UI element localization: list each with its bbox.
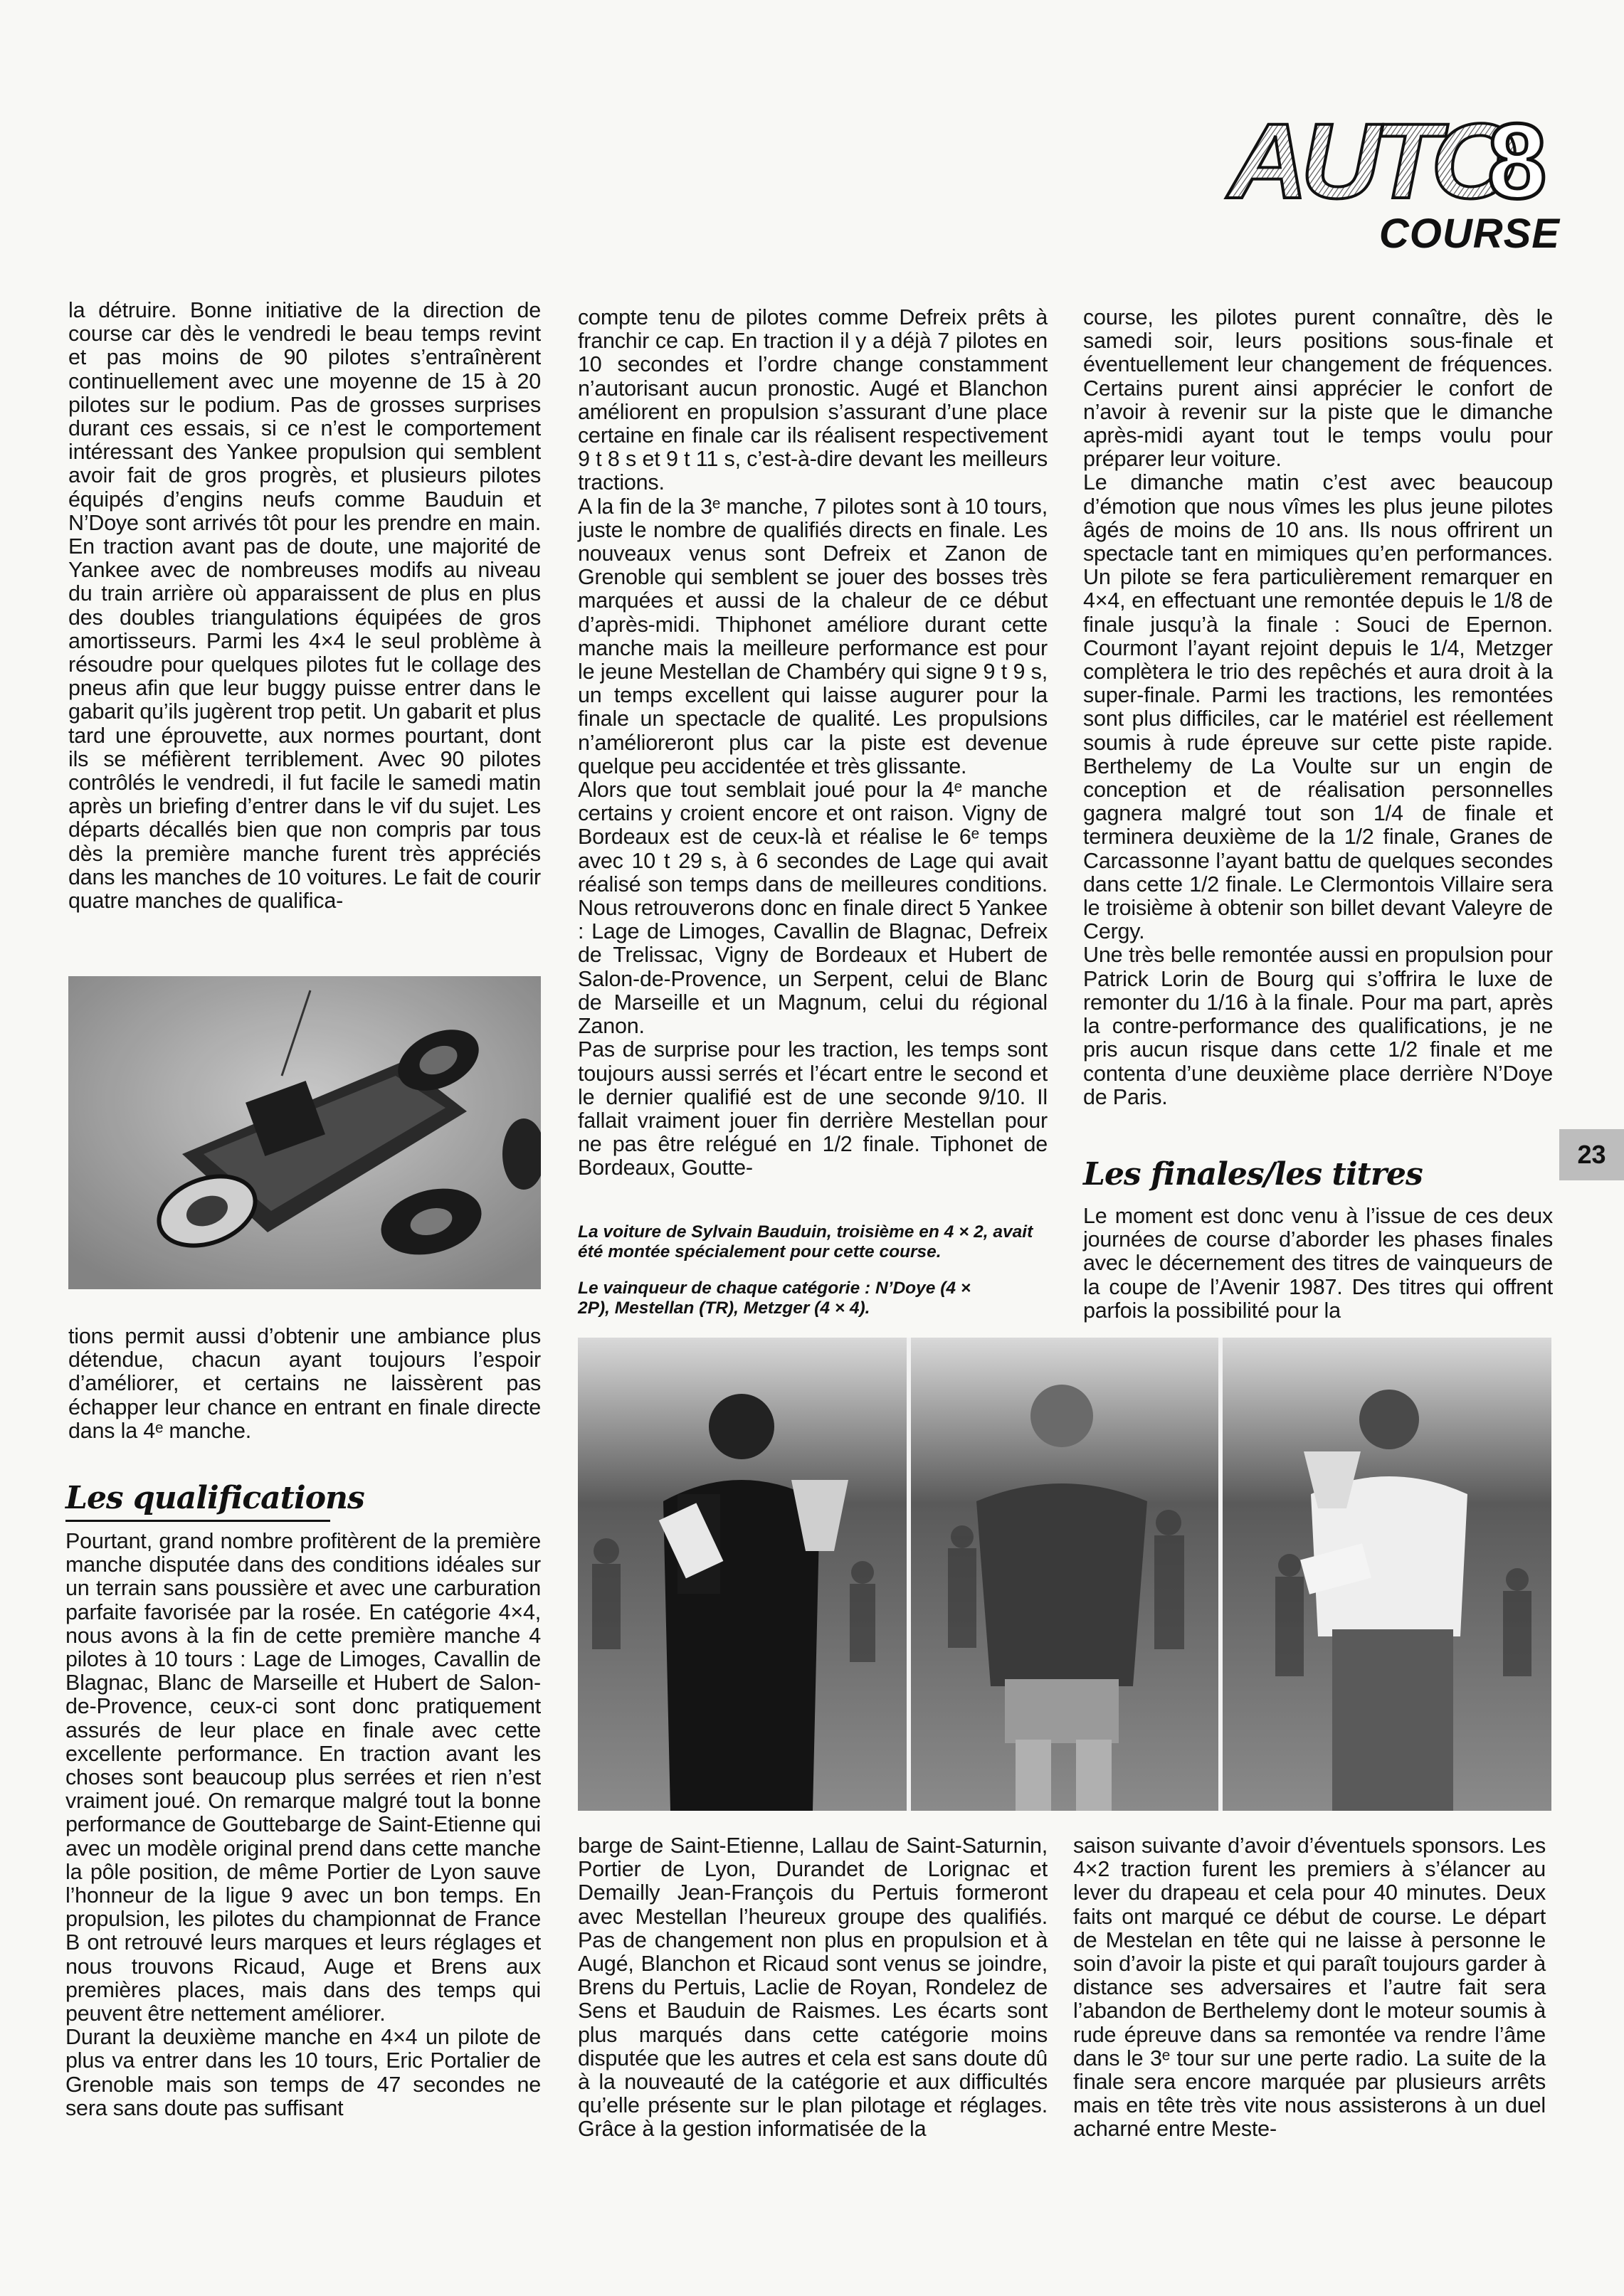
paragraph: saison suivante d’avoir d’éventuels sponsors. Les 4×2 traction furent les premiers à s’élancer au lever du drapeau et cela pour 40 minutes. Deux faits ont marqué ce début de course. Le départ de Mestelan en tête qui ne laisse à personne le soin d’avoir la piste et qui paraît toujours garder à distance ses adversaires et l’autre fait sera l’abandon de Berthelemy dont le moteur soumis à rude épreuve dans sa remontée va rendre l’âme dans le 3ᵉ tour sur une perte radio. La suite de la finale sera encore marquée par plusieurs arrêts mais en tête très vite nous assisterons à un duel acharné entre Meste- — [1073, 1834, 1546, 2142]
svg-text:8: 8 — [1487, 107, 1547, 213]
paragraph: course, les pilotes purent connaître, dès le samedi soir, leurs positions sous-finale et éventuellement leur changement de fréquences. Certains purent ainsi apprécier le confort de n’avoir à revenir sur la piste que le dimanche après-midi ayant tout le temps voulu pour préparer leur voiture. — [1083, 305, 1553, 472]
paragraph: A la fin de la 3ᵉ manche, 7 pilotes sont à 10 tours, juste le nombre de qualifiés directs en finale. Les nouveaux venus sont Defreix et Zanon de Grenoble qui semblent se jouer des bosses très marquées et aussi de la chaleur de ce début d’après-midi. Thiphonet améliore durant cette manche mais la meilleure performance est pour le jeune Mestellan de Chambéry qui signe 9 t 9 s, un temps excellent qui laisse augurer pour la finale un spectacle de qualité. Les propulsions n’amélioreront plus car la piste est devenue quelque peu accidentée et très glissante. — [578, 494, 1048, 778]
paragraph: barge de Saint-Etienne, Lallau de Saint-Saturnin, Portier de Lyon, Durandet de Lorignac et Demailly Jean-François du Pertuis formeront avec Mestellan l’heureux groupe des qualifiés. Pas de changement non plus en propulsion et à Augé, Blanchon et Ricaud sont venus se joindre, Brens du Pertuis, Laclie de Royan, Rondelez de Sens et Bauduin de Raismes. Les écarts sont plus marqués dans cette catégorie moins disputée que les autres et cela est sans doute dû à la nouveauté de la catégorie et aux difficultés qu’elle présente sur le plan pilotage et réglages. Grâce à la gestion informatisée de la — [578, 1834, 1048, 2142]
page-number: 23 — [1559, 1129, 1624, 1180]
masthead-section-title: COURSE — [1378, 211, 1560, 257]
column-2-bottom-text — [578, 1834, 1048, 2142]
caption-car-photo: La voiture de Sylvain Bauduin, troisième en 4 × 2, avait été montée spécialement pour cette course. — [578, 1222, 1033, 1261]
paragraph: Pas de surprise pour les traction, les temps sont toujours aussi serrés et l’écart entre le second et le dernier qualifié est de une seconde 9/10. Il fallait vraiment jouer fin derrière Mestellan pour ne pas être relégué en 1/2 finale. Tiphonet de Bordeaux, Goutte- — [578, 1037, 1048, 1180]
paragraph: Une très belle remontée aussi en propulsion pour Patrick Lorin de Bourg qui s’offrira le luxe de remonter du 1/16 à la finale. Pour ma part, après la contre-performance des qualifications, je ne pris aucun risque dans cette 1/2 finale et me contenta d’une deuxième place derrière N’Doye de Paris. — [1083, 943, 1553, 1109]
buggy-photo — [68, 976, 541, 1289]
auto8-logo-graphic — [1223, 107, 1564, 213]
column-3-bottom-text — [1073, 1834, 1546, 2142]
paragraph: la détruire. Bonne initiative de la direction de course car dès le vendredi le beau temps revint et pas moins de 90 pilotes s’entraînèrent continuellement avec une moyenne de 15 à 20 pilotes sur le podium. Pas de grosses surprises durant ces essais, si ce n’est le comportement intéressant des Yankee propulsion qui semblent avoir fait de gros progrès, et plusieurs pilotes équipés d’engins neufs comme Bauduin et N’Doye sont arrivés tôt pour les prendre en main. En traction avant pas de doute, une majorité de Yankee avec de nombreuses modifs au niveau du train arrière où apparaissent de plus en plus des doubles triangulations équipées de gros amortisseurs. Parmi les 4×4 le seul problème à résoudre pour quelques pilotes fut le collage des pneus afin que leur buggy puisse entrer dans le gabarit qu’ils jugèrent trop petit. Un gabarit et plus tard une éprouvette, aux normes pourtant, dont ils se méfièrent terriblement. Avec 90 pilotes contrôlés le vendredi, il fut facile le samedi matin après un briefing d’entrer dans le vif du sujet. Les départs décallés bien que non compris par tous dès la première manche furent très appréciés dans les manches de 10 voitures. Le fait de courir quatre manches de qualifica- — [68, 298, 541, 914]
svg-text:AUTO: AUTO — [1225, 107, 1516, 213]
paragraph: Alors que tout semblait joué pour la 4ᵉ manche certains y croient encore et ont raison. Vigny de Bordeaux est de ceux-là et réalise le 6ᵉ temps avec 10 t 29 s, à 6 secondes de Lage qui avait réalisé son temps dans de meilleures conditions. Nous retrouverons donc en finale direct 5 Yankee : Lage de Limoges, Cavallin de Blagnac, Defreix de Trelissac, Vigny de Bordeaux et Hubert de Salon-de-Provence, un Serpent, celui de Blanc de Marseille et un Magnum, celui du régional Zanon. — [578, 778, 1048, 1039]
paragraph: compte tenu de pilotes comme Defreix prêts à franchir ce cap. En traction il y a déjà 7 pilotes en 10 secondes et l’ordre change constamment n’autorisant aucun pronostic. Augé et Blanchon améliorent en propulsion s’assurant d’une place certaine en finale car ils réalisent respectivement 9 t 8 s et 9 t 11 s, c’est-à-dire devant les meilleurs tractions. — [578, 305, 1048, 495]
paragraph: Durant la deuxième manche en 4×4 un pilote de plus va entrer dans les 10 tours, Eric Portalier de Grenoble mais son temps de 47 secondes ne sera sans doute pas suffisant — [65, 2025, 541, 2120]
column-3-top-text — [1083, 306, 1553, 1109]
column-3-middle-text — [1083, 1205, 1553, 1323]
column-1-bottom-text — [65, 1530, 541, 2120]
column-1-middle-text — [68, 1325, 541, 1443]
heading-underline — [65, 1520, 330, 1522]
column-1-top-text — [68, 299, 541, 913]
paragraph: Le moment est donc venu à l’issue de ces deux journées de course d’aborder les phases finales avec le décernement des titres de vainqueurs de la coupe de l’Avenir 1987. Des titres qui offrent parfois la possibilité pour la — [1083, 1204, 1553, 1323]
heading-qualifications: Les qualifications — [65, 1480, 364, 1516]
winners-podium-photo — [578, 1338, 1551, 1811]
column-2-top-text — [578, 306, 1048, 1180]
paragraph: Pourtant, grand nombre profitèrent de la première manche disputée dans des conditions idéales sur un terrain sans poussière et avec une carburation parfaite favorisée par la rosée. En catégorie 4×4, nous avons à la fin de cette première manche 4 pilotes à 10 tours : Lage de Limoges, Cavallin de Blagnac, Blanc de Marseille et Hubert de Salon-de-Provence, ceux-ci sont donc pratiquement assurés de leur place en finale avec cette excellente performance. En traction avant les choses sont beaucoup plus serrées et rien n’est vraiment joué. On remarque malgré tout la bonne performance de Gouttebarge de Saint-Etienne qui avec un modèle original prend dans cette manche la pôle position, de même Portier de Lyon sauve l’honneur de la ligue 9 avec un bon temps. En propulsion, les pilotes du championnat de France B ont retrouvé leurs marques et leurs réglages et nous trouvons Ricaud, Auge et Brens aux premières places, mais dans des temps qui peuvent être nettement améliorer. — [65, 1529, 541, 2026]
caption-winners-photo: Le vainqueur de chaque catégorie : N’Doye (4 × 2P), Mestellan (TR), Metzger (4 × 4). — [578, 1279, 971, 1318]
paragraph: tions permit aussi d’obtenir une ambiance plus détendue, chacun ayant toujours l’espoir d’améliorer, et certains ne laissèrent pas échapper leur chance en entrant en finale directe dans la 4ᵉ manche. — [68, 1324, 541, 1443]
heading-finales-titres: Les finales/les titres — [1083, 1156, 1423, 1192]
paragraph: Le dimanche matin c’est avec beaucoup d’émotion que nous vîmes les plus jeune pilotes âgés de moins de 10 ans. Ils nous offrirent un spectacle tant en mimiques qu’en performances. Un pilote se fera particulièrement remarquer en 4×4, en effectuant une remontée depuis le 1/8 de finale jusqu’à la finale : Souci de Epernon. Courmont l’ayant rejoint depuis le 1/4, Metzger complètera le trio des repêchés et aura droit à la super-finale. Parmi les tractions, les remontées sont plus difficiles, car le matériel est réellement soumis à rude épreuve sur cette piste rapide. Berthelemy de La Voulte sur un engin de conception et de réalisation personnelles gagnera malgré tout son 1/4 de finale et terminera deuxième de la 1/2 finale, Granes de Carcassonne l’ayant battu de quelques secondes dans cette 1/2 finale. Le Clermontois Villaire sera le troisième à obtenir son billet devant Valeyre de Cergy. — [1083, 470, 1553, 944]
masthead-logo — [1223, 107, 1564, 213]
